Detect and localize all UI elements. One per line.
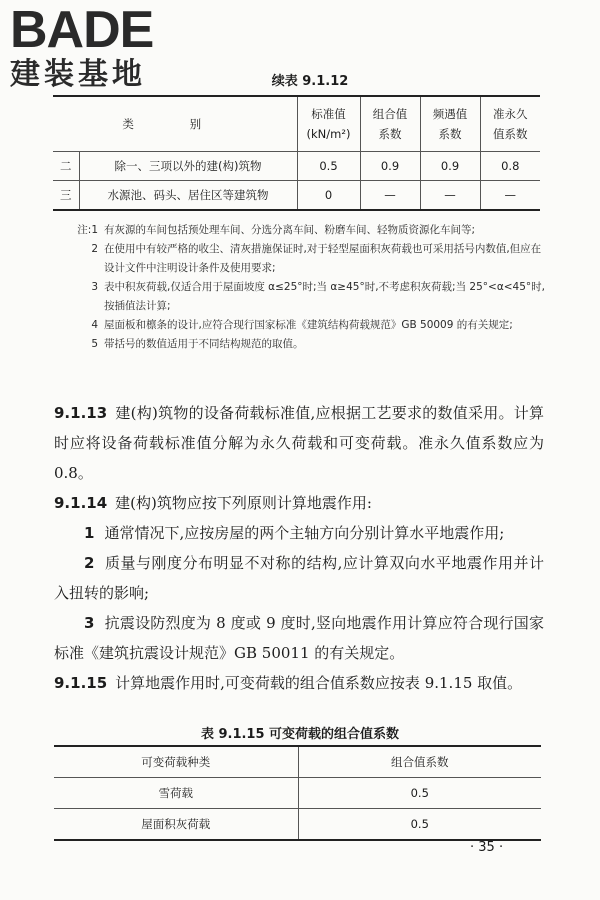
table-header-row [53, 96, 540, 152]
cell-load-type: 雪荷载 [54, 778, 298, 809]
cell-combination-coef: 0.5 [298, 809, 541, 841]
cell-combination-coef: 0.5 [298, 778, 541, 809]
header-frequent-coef: 频遇值 系数 [420, 96, 480, 152]
table-notes [77, 221, 550, 354]
clause-item: 1 通常情况下,应按房屋的两个主轴方向分别计算水平地震作用; [84, 524, 505, 542]
cell-combination-coef: 0.9 [360, 152, 420, 181]
clause-9-1-15: 9.1.15 计算地震作用时,可变荷载的组合值系数应按表 9.1.15 取值。 [54, 674, 523, 692]
header-combination-coef: 组合值 系数 [360, 96, 420, 152]
note-item: 5 带括号的数值适用于不同结构规范的取值。 [91, 338, 304, 350]
logo-subtitle: 建装基地 [10, 57, 146, 92]
header-standard-value: 标准值 (kN/m²) [297, 96, 360, 152]
table-row [53, 152, 540, 181]
row-description: 水源池、码头、居住区等建筑物 [79, 181, 297, 211]
table-row [54, 778, 541, 809]
cell-frequent-coef: — [420, 181, 480, 211]
header-category: 类 别 [53, 96, 297, 152]
cell-combination-coef: — [360, 181, 420, 211]
cell-load-type: 屋面积灰荷载 [54, 809, 298, 841]
header-combination-coef: 组合值系数 [298, 746, 541, 778]
note-item: 4 屋面板和檩条的设计,应符合现行国家标准《建筑结构荷载规范》GB 50009 的有关规定; [91, 319, 513, 331]
table-row [54, 809, 541, 841]
cell-quasi-permanent-coef: 0.8 [480, 152, 540, 181]
note-item: 2 在使用中有较严格的收尘、清灰措施保证时,对于轻型屋面积灰荷载也可采用括号内数值,但应在设计文件中注明设计条件及使用要求; [91, 243, 542, 274]
table-header-row [54, 746, 541, 778]
body-text [54, 398, 544, 698]
logo-brand-text: BADE [10, 1, 154, 59]
clause-item: 3 抗震设防烈度为 8 度或 9 度时,竖向地震作用计算应符合现行国家标准《建筑抗震设计规范》GB 50011 的有关规定。 [54, 614, 544, 662]
table-9-1-15 [54, 745, 541, 841]
row-number: 三 [53, 181, 79, 211]
continued-table-9-1-12 [53, 95, 540, 211]
clause-item: 2 质量与刚度分布明显不对称的结构,应计算双向水平地震作用并计入扭转的影响; [54, 554, 544, 602]
cell-standard-value: 0.5 [297, 152, 360, 181]
header-quasi-permanent-coef: 准永久 值系数 [480, 96, 540, 152]
clause-9-1-13: 9.1.13 建(构)筑物的设备荷载标准值,应根据工艺要求的数值采用。计算时应将设备荷载标准值分解为永久荷载和可变荷载。准永久值系数应为 0.8。 [54, 404, 544, 482]
cell-standard-value: 0 [297, 181, 360, 211]
row-number: 二 [53, 152, 79, 181]
header-load-type: 可变荷载种类 [54, 746, 298, 778]
note-item: 注:1 有灰源的车间包括预处理车间、分选分离车间、粉磨车间、轻物质资源化车间等; [77, 224, 476, 236]
note-item: 3 表中积灰荷载,仅适合用于屋面坡度 α≤25°时;当 α≥45°时,不考虑积灰荷载;当 25°<α<45°时,按插值法计算; [91, 281, 545, 312]
table-caption-top: 续表 9.1.12 [271, 74, 349, 89]
table-row [53, 181, 540, 211]
page-number: · 35 · [470, 840, 504, 855]
cell-quasi-permanent-coef: — [480, 181, 540, 211]
clause-9-1-14: 9.1.14 建(构)筑物应按下列原则计算地震作用: [54, 494, 372, 512]
cell-frequent-coef: 0.9 [420, 152, 480, 181]
row-description: 除一、三项以外的建(构)筑物 [79, 152, 297, 181]
table-caption-bottom: 表 9.1.15 可变荷载的组合值系数 [200, 727, 400, 742]
